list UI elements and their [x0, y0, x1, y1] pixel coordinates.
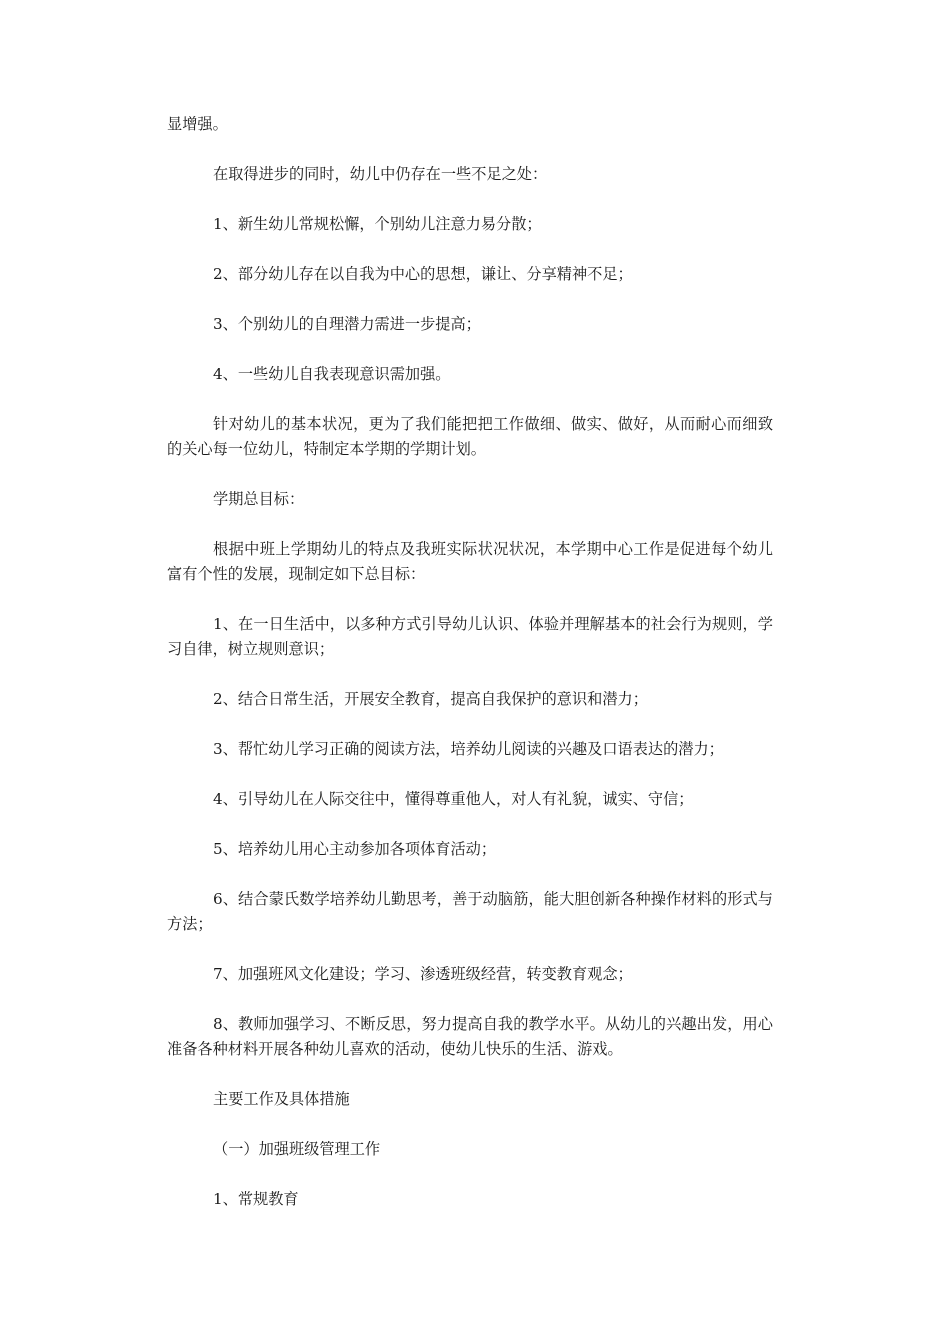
paragraph: 显增强。 [167, 115, 228, 133]
list-item: 1、在一日生活中，以多种方式引导幼儿认识、体验并理解基本的社会行为规则，学习自律，树立规则意识； [167, 615, 773, 658]
list-item: 4、引导幼儿在人际交往中，懂得尊重他人，对人有礼貌，诚实、守信； [213, 790, 694, 808]
paragraph: 根据中班上学期幼儿的特点及我班实际状况状况，本学期中心工作是促进每个幼儿富有个性的发展，现制定如下总目标： [167, 540, 773, 583]
list-item: 3、个别幼儿的自理潜力需进一步提高； [213, 315, 481, 333]
document-body [167, 112, 773, 1237]
section-heading: 主要工作及具体措施 [213, 1090, 350, 1108]
subsection-heading: （一）加强班级管理工作 [213, 1140, 381, 1158]
subsection-heading: 1、常规教育 [213, 1190, 299, 1208]
list-item: 7、加强班风文化建设；学习、渗透班级经营，转变教育观念； [213, 965, 633, 983]
list-item: 2、部分幼儿存在以自我为中心的思想，谦让、分享精神不足； [213, 265, 633, 283]
paragraph: 针对幼儿的基本状况，更为了我们能把把工作做细、做实、做好，从而耐心而细致的关心每一位幼儿，特制定本学期的学期计划。 [167, 415, 773, 458]
list-item: 5、培养幼儿用心主动参加各项体育活动； [213, 840, 497, 858]
paragraph: 在取得进步的同时，幼儿中仍存在一些不足之处： [213, 165, 548, 183]
list-item: 2、结合日常生活，开展安全教育，提高自我保护的意识和潜力； [213, 690, 648, 708]
list-item: 8、教师加强学习、不断反思，努力提高自我的教学水平。从幼儿的兴趣出发，用心准备各种材料开展各种幼儿喜欢的活动，使幼儿快乐的生活、游戏。 [167, 1015, 773, 1058]
list-item: 3、帮忙幼儿学习正确的阅读方法，培养幼儿阅读的兴趣及口语表达的潜力； [213, 740, 724, 758]
list-item: 4、一些幼儿自我表现意识需加强。 [213, 365, 451, 383]
list-item: 6、结合蒙氏数学培养幼儿勤思考，善于动脑筋，能大胆创新各种操作材料的形式与方法； [167, 890, 773, 933]
list-item: 1、新生幼儿常规松懈，个别幼儿注意力易分散； [213, 215, 542, 233]
section-heading: 学期总目标： [213, 490, 305, 508]
